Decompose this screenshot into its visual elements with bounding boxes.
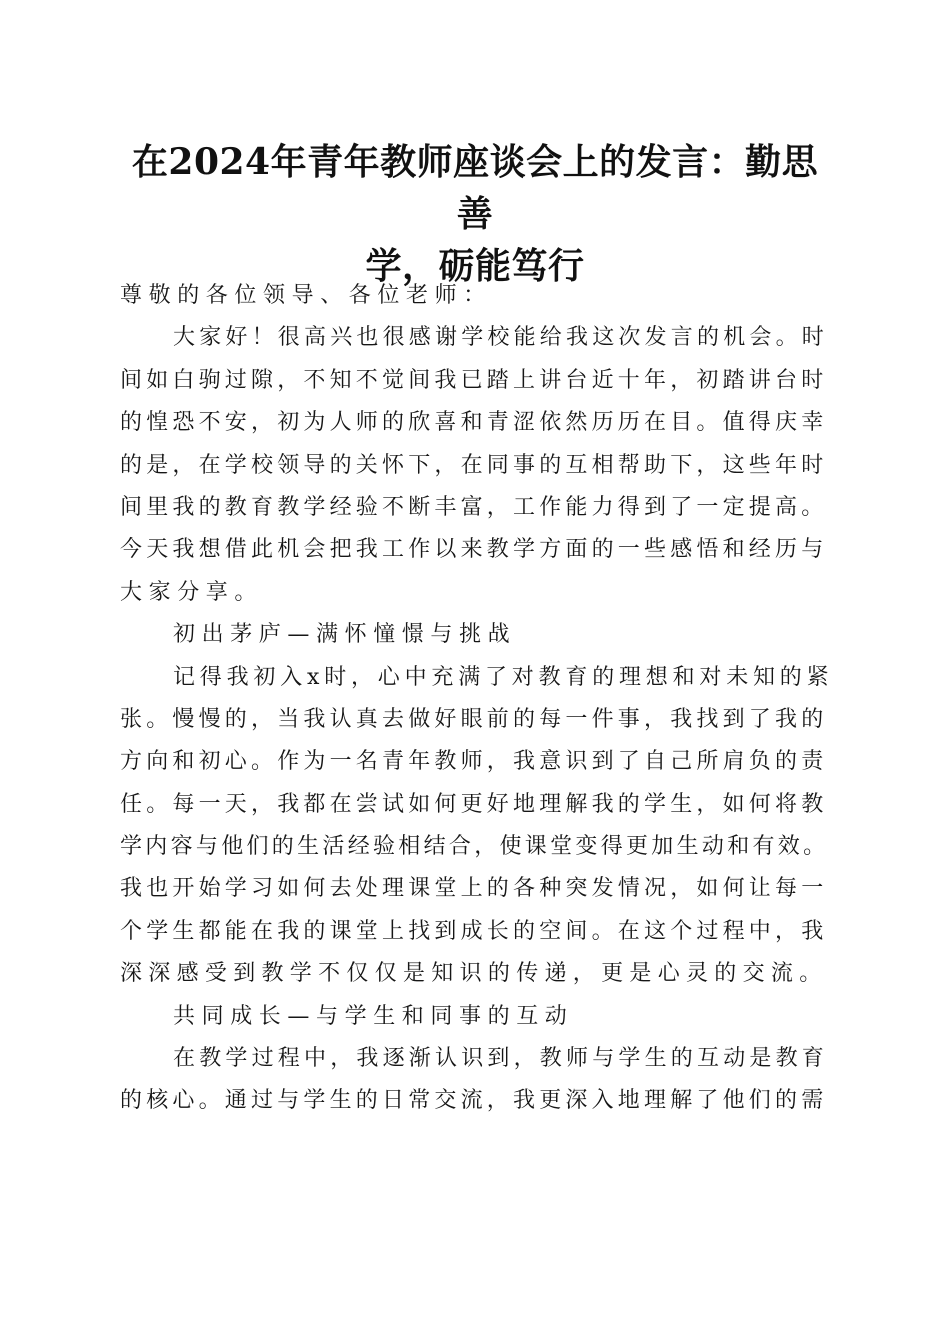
document-title <box>118 136 832 292</box>
body-line: 的是，在学校领导的关怀下，在同事的互相帮助下，这些年时 <box>120 452 828 478</box>
body-line: 间如白驹过隙，不知不觉间我已踏上讲台近十年，初踏讲台时 <box>120 367 828 393</box>
body-line: 我也开始学习如何去处理课堂上的各种突发情况，如何让每一 <box>120 876 828 902</box>
section-heading-2: 共同成长—与学生和同事的互动 <box>173 1003 574 1029</box>
body-line: 张。慢慢的，当我认真去做好眼前的每一件事，我找到了我的 <box>120 706 828 732</box>
body-line: 记得我初入x时，心中充满了对教育的理想和对未知的紧 <box>173 664 834 690</box>
body-line: 在教学过程中，我逐渐认识到，教师与学生的互动是教育 <box>173 1046 829 1072</box>
body-line: 任。每一天，我都在尝试如何更好地理解我的学生，如何将教 <box>120 791 828 817</box>
title-line-1: 在2024年青年教师座谈会上的发言：勤思善 <box>131 141 819 235</box>
body-line: 今天我想借此机会把我工作以来教学方面的一些感悟和经历与 <box>120 537 828 563</box>
body-line: 学内容与他们的生活经验相结合，使课堂变得更加生动和有效。 <box>120 834 829 860</box>
title-line-2: 学，砺能笃行 <box>365 245 585 287</box>
document-body <box>120 275 834 1123</box>
section-heading-1: 初出茅庐—满怀憧憬与挑战 <box>173 622 517 648</box>
body-line: 的惶恐不安，初为人师的欣喜和青涩依然历历在目。值得庆幸 <box>120 410 828 436</box>
body-line: 深深感受到教学不仅仅是知识的传递，更是心灵的交流。 <box>120 961 828 987</box>
salutation: 尊敬的各位领导、各位老师： <box>120 283 492 308</box>
body-line: 大家分享。 <box>120 579 264 605</box>
body-line: 间里我的教育教学经验不断丰富，工作能力得到了一定提高。 <box>120 494 828 520</box>
body-line: 大家好！很高兴也很感谢学校能给我这次发言的机会。时 <box>173 325 829 351</box>
body-line: 个学生都能在我的课堂上找到成长的空间。在这个过程中，我 <box>120 918 828 944</box>
body-line: 方向和初心。作为一名青年教师，我意识到了自己所肩负的责 <box>120 749 828 775</box>
body-line: 的核心。通过与学生的日常交流，我更深入地理解了他们的需 <box>120 1088 828 1114</box>
